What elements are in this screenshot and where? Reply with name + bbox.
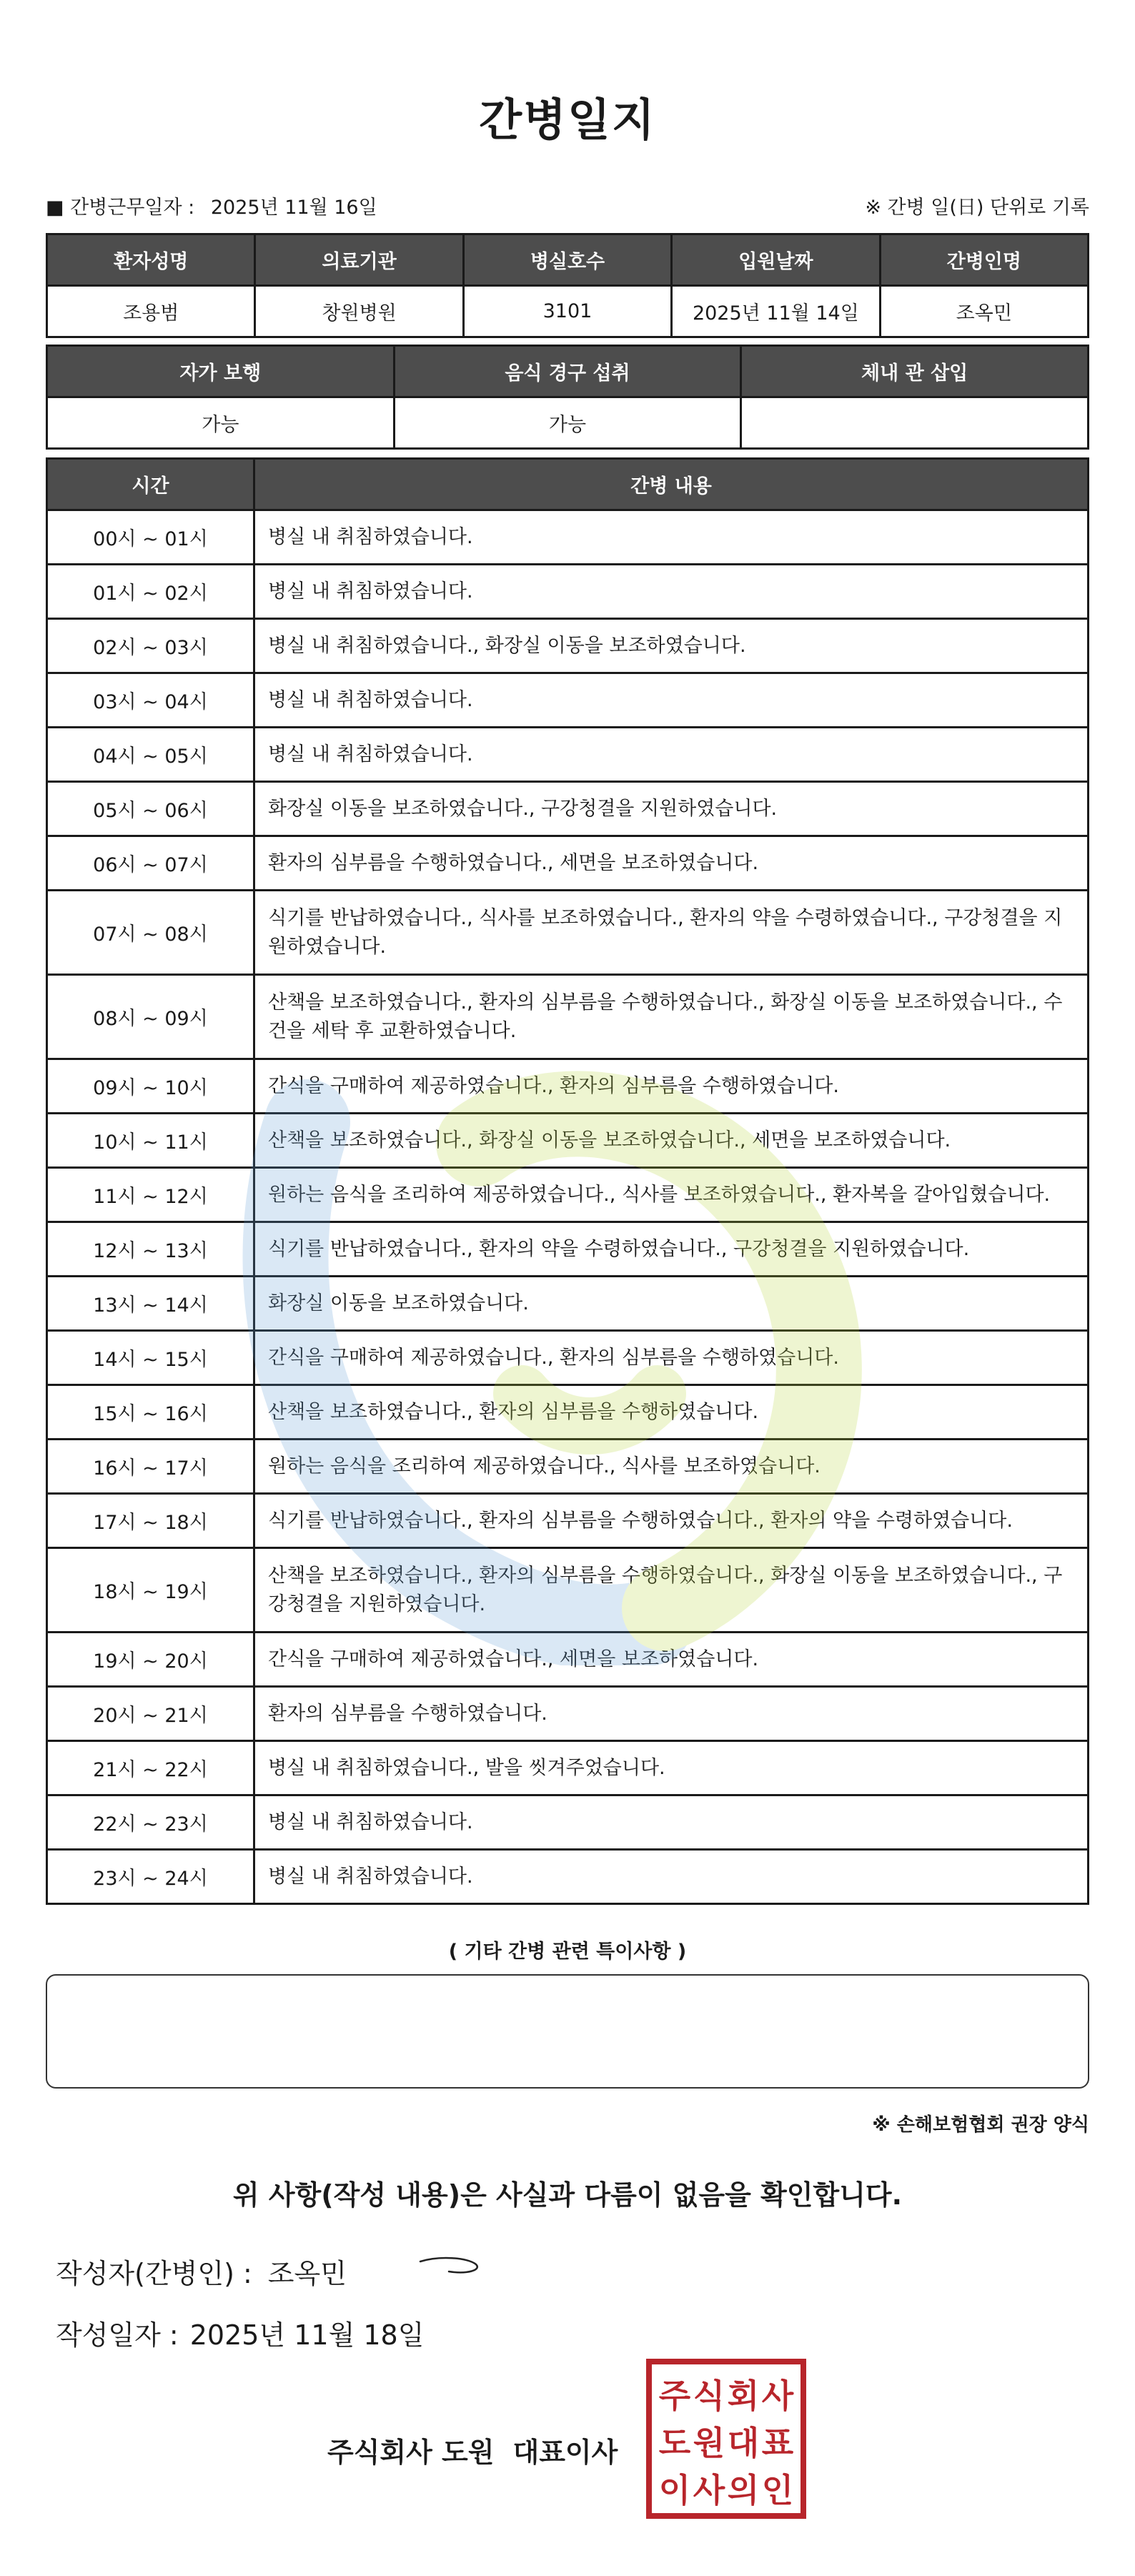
writer-label: 작성자(간병인) : (56, 2258, 252, 2289)
content-cell: 병실 내 취침하였습니다., 발을 씻겨주었습니다. (254, 1741, 1089, 1795)
table-row (47, 1059, 1089, 1114)
document-title: 간병일지 (479, 94, 656, 146)
seal-char: 이 (658, 2471, 691, 2510)
patient-info-table (46, 233, 1089, 338)
content-cell: 원하는 음식을 조리하여 제공하였습니다., 식사를 보조하였습니다. (254, 1440, 1089, 1494)
self-walking-value: 가능 (47, 397, 395, 449)
content-cell: 화장실 이동을 보조하였습니다. (254, 1277, 1089, 1331)
header-patient-name: 환자성명 (47, 234, 255, 286)
work-date-label: ■ 간병근무일자 : (46, 197, 195, 219)
header-time: 시간 (47, 459, 254, 510)
time-cell: 05시 ~ 06시 (47, 782, 254, 836)
header-self-walking: 자가 보행 (47, 346, 395, 397)
seal-char: 의 (727, 2471, 760, 2510)
ability-table (46, 345, 1089, 450)
header-care-content: 간병 내용 (254, 459, 1089, 510)
table-row (47, 1687, 1089, 1741)
work-date-value: 2025년 11월 16일 (210, 197, 377, 219)
seal-char: 인 (761, 2471, 794, 2510)
time-cell: 01시 ~ 02시 (47, 565, 254, 619)
table-row (47, 782, 1089, 836)
time-cell: 10시 ~ 11시 (47, 1114, 254, 1168)
table-row (47, 1222, 1089, 1277)
tube-insertion-value (741, 397, 1089, 449)
table-row (47, 1114, 1089, 1168)
writer-line (56, 2251, 347, 2291)
time-cell: 15시 ~ 16시 (47, 1385, 254, 1440)
seal-char: 도 (658, 2424, 691, 2462)
time-cell: 03시 ~ 04시 (47, 673, 254, 728)
oral-intake-value: 가능 (394, 397, 741, 449)
written-date-value: 2025년 11월 18일 (189, 2319, 425, 2351)
seal-char: 주 (658, 2377, 691, 2415)
table-row (47, 1385, 1089, 1440)
seal-char: 식 (693, 2377, 725, 2415)
table-row (47, 619, 1089, 673)
unit-note: ※ 간병 일(日) 단위로 기록 (865, 197, 1089, 219)
header-tube-insertion: 체내 관 삽입 (741, 346, 1089, 397)
confirmation-statement: 위 사항(작성 내용)은 사실과 다름이 없음을 확인합니다. (232, 2179, 903, 2211)
content-cell: 병실 내 취침하였습니다. (254, 1795, 1089, 1850)
content-cell: 식기를 반납하였습니다., 식사를 보조하였습니다., 환자의 약을 수령하였습니다., 구강청결을 지원하였습니다. (254, 891, 1089, 975)
content-cell: 간식을 구매하여 제공하였습니다., 세면을 보조하였습니다. (254, 1633, 1089, 1687)
admission-date: 2025년 11월 14일 (672, 286, 880, 337)
table-row (47, 891, 1089, 975)
time-cell: 04시 ~ 05시 (47, 728, 254, 782)
content-cell: 간식을 구매하여 제공하였습니다., 환자의 심부름을 수행하였습니다. (254, 1059, 1089, 1114)
content-cell: 원하는 음식을 조리하여 제공하였습니다., 식사를 보조하였습니다., 환자복을 갈아입혔습니다. (254, 1168, 1089, 1222)
content-cell: 환자의 심부름을 수행하였습니다., 세면을 보조하였습니다. (254, 836, 1089, 891)
institution: 창원병원 (255, 286, 463, 337)
table-row (47, 728, 1089, 782)
care-log-table (46, 457, 1089, 1905)
seal-char: 사 (761, 2377, 794, 2415)
table-row (47, 975, 1089, 1059)
table-row (47, 1440, 1089, 1494)
notes-box (46, 1974, 1089, 2089)
seal-char: 회 (727, 2377, 760, 2415)
content-cell: 산책을 보조하였습니다., 화장실 이동을 보조하였습니다., 세면을 보조하였습니다. (254, 1114, 1089, 1168)
content-cell: 환자의 심부름을 수행하였습니다. (254, 1687, 1089, 1741)
table-row (47, 1795, 1089, 1850)
time-cell: 13시 ~ 14시 (47, 1277, 254, 1331)
time-cell: 23시 ~ 24시 (47, 1850, 254, 1904)
content-cell: 병실 내 취침하였습니다. (254, 673, 1089, 728)
time-cell: 22시 ~ 23시 (47, 1795, 254, 1850)
company-name: 주식회사 도원 (327, 2437, 495, 2468)
room-number: 3101 (463, 286, 671, 337)
content-cell: 산책을 보조하였습니다., 환자의 심부름을 수행하였습니다., 화장실 이동을 보조하였습니다., 수건을 세탁 후 교환하였습니다. (254, 975, 1089, 1059)
content-cell: 병실 내 취침하였습니다. (254, 565, 1089, 619)
content-cell: 화장실 이동을 보조하였습니다., 구강청결을 지원하였습니다. (254, 782, 1089, 836)
time-cell: 18시 ~ 19시 (47, 1548, 254, 1633)
table-row (47, 673, 1089, 728)
header-admission-date: 입원날짜 (672, 234, 880, 286)
table-row (47, 1741, 1089, 1795)
table-row (47, 1548, 1089, 1633)
form-note: ※ 손해보험협회 권장 양식 (872, 2114, 1089, 2136)
time-cell: 21시 ~ 22시 (47, 1741, 254, 1795)
time-cell: 08시 ~ 09시 (47, 975, 254, 1059)
time-cell: 09시 ~ 10시 (47, 1059, 254, 1114)
writer-name: 조옥민 (267, 2258, 347, 2289)
content-cell: 식기를 반납하였습니다., 환자의 심부름을 수행하였습니다., 환자의 약을 수령하였습니다. (254, 1494, 1089, 1548)
time-cell: 19시 ~ 20시 (47, 1633, 254, 1687)
time-cell: 17시 ~ 18시 (47, 1494, 254, 1548)
table-row (47, 565, 1089, 619)
content-cell: 병실 내 취침하였습니다. (254, 1850, 1089, 1904)
content-cell: 병실 내 취침하였습니다., 화장실 이동을 보조하였습니다. (254, 619, 1089, 673)
time-cell: 06시 ~ 07시 (47, 836, 254, 891)
header-caregiver: 간병인명 (880, 234, 1088, 286)
time-cell: 16시 ~ 17시 (47, 1440, 254, 1494)
time-cell: 11시 ~ 12시 (47, 1168, 254, 1222)
company-rep: 대표이사 (512, 2437, 618, 2468)
time-cell: 14시 ~ 15시 (47, 1331, 254, 1385)
time-cell: 12시 ~ 13시 (47, 1222, 254, 1277)
work-date (46, 192, 377, 219)
meta-row (46, 192, 1089, 220)
time-cell: 20시 ~ 21시 (47, 1687, 254, 1741)
seal-char: 표 (761, 2424, 794, 2462)
company-seal (646, 2359, 806, 2519)
time-cell: 07시 ~ 08시 (47, 891, 254, 975)
content-cell: 병실 내 취침하였습니다. (254, 510, 1089, 565)
header-room: 병실호수 (463, 234, 671, 286)
content-cell: 식기를 반납하였습니다., 환자의 약을 수령하였습니다., 구강청결을 지원하였습니다. (254, 1222, 1089, 1277)
table-row (47, 1277, 1089, 1331)
content-cell: 산책을 보조하였습니다., 환자의 심부름을 수행하였습니다., 화장실 이동을 보조하였습니다., 구강청결을 지원하였습니다. (254, 1548, 1089, 1633)
time-cell: 02시 ~ 03시 (47, 619, 254, 673)
seal-char: 대 (727, 2424, 760, 2462)
signature-icon (417, 2253, 482, 2282)
table-row (47, 1494, 1089, 1548)
table-row (47, 510, 1089, 565)
table-row (47, 836, 1089, 891)
content-cell: 간식을 구매하여 제공하였습니다., 환자의 심부름을 수행하였습니다. (254, 1331, 1089, 1385)
table-row (47, 1168, 1089, 1222)
company-line (327, 2430, 618, 2470)
table-row (47, 1331, 1089, 1385)
seal-char: 사 (693, 2471, 725, 2510)
content-cell: 산책을 보조하였습니다., 환자의 심부름을 수행하였습니다. (254, 1385, 1089, 1440)
header-oral-intake: 음식 경구 섭취 (394, 346, 741, 397)
notes-title: ( 기타 간병 관련 특이사항 ) (448, 1941, 687, 1963)
caregiver-name: 조옥민 (880, 286, 1088, 337)
written-date-label: 작성일자 : (56, 2319, 179, 2351)
patient-name: 조용범 (47, 286, 255, 337)
content-cell: 병실 내 취침하였습니다. (254, 728, 1089, 782)
table-row (47, 1633, 1089, 1687)
seal-char: 원 (693, 2424, 725, 2462)
table-row (47, 1850, 1089, 1904)
time-cell: 00시 ~ 01시 (47, 510, 254, 565)
written-date-line (56, 2313, 424, 2352)
header-institution: 의료기관 (255, 234, 463, 286)
